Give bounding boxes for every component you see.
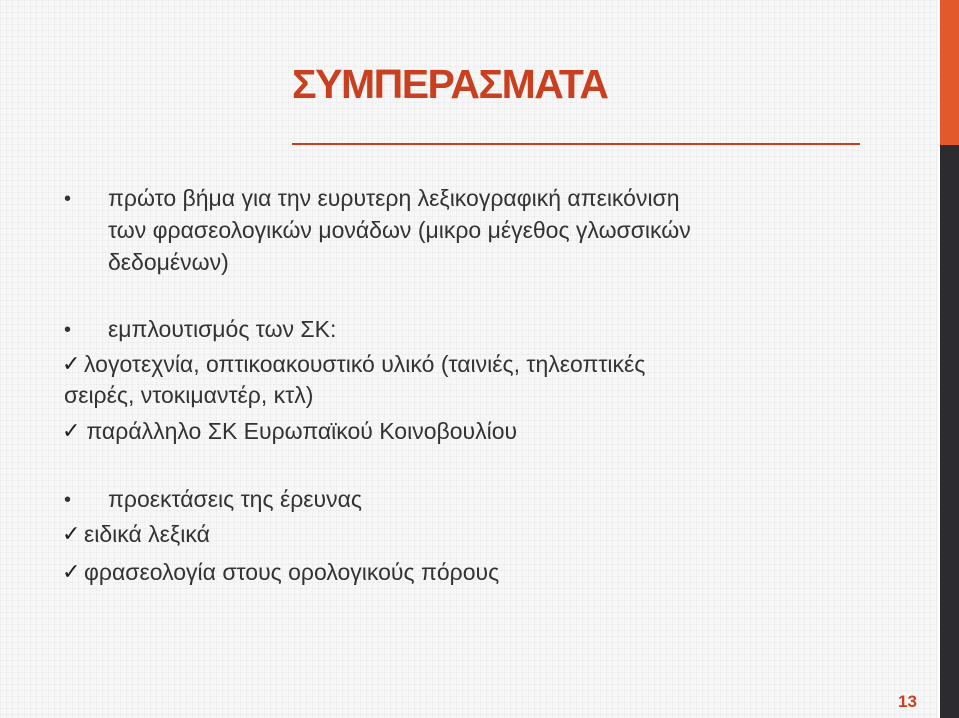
bullet-dot-icon: • [64, 489, 72, 511]
check-icon: ✓ [62, 351, 81, 376]
point2-check1-line1: λογοτεχνία, οπτικοακουστικό υλικό (ταινιές, τηλεοπτικές [84, 351, 646, 377]
page-number: 13 [898, 692, 917, 711]
right-accent-bar-orange [940, 0, 959, 145]
check-icon: ✓ [62, 559, 81, 584]
point2-text: εμπλουτισμός των ΣΚ: [108, 316, 337, 342]
point1-line2: των φρασεολογικών μονάδων (μικρο μέγεθος γλωσσικών [108, 217, 691, 243]
point1-line3: δεδομένων) [108, 249, 229, 275]
point1-line1: πρώτο βήμα για την ευρυτερη λεξικογραφική απεικόνιση [108, 185, 680, 211]
point3-check1: ειδικά λεξικά [84, 521, 210, 547]
point2-check1-line2: σειρές, ντοκιμαντέρ, κτλ) [64, 382, 314, 408]
point3-check2: φρασεολογία στους ορολογικούς πόρους [84, 559, 500, 585]
bullet-dot-icon: • [64, 319, 72, 341]
point2-check2: παράλληλο ΣΚ Ευρωπαϊκού Κοινοβουλίου [80, 418, 518, 444]
bullet-dot-icon: • [64, 188, 72, 210]
title-underline [292, 143, 860, 145]
slide-title: ΣΥΜΠΕΡΑΣΜΑΤΑ [292, 61, 608, 107]
point3-text: προεκτάσεις της έρευνας [108, 486, 362, 512]
right-accent-bar-dark [940, 145, 959, 718]
check-icon: ✓ [62, 521, 81, 546]
check-icon: ✓ [62, 418, 81, 443]
